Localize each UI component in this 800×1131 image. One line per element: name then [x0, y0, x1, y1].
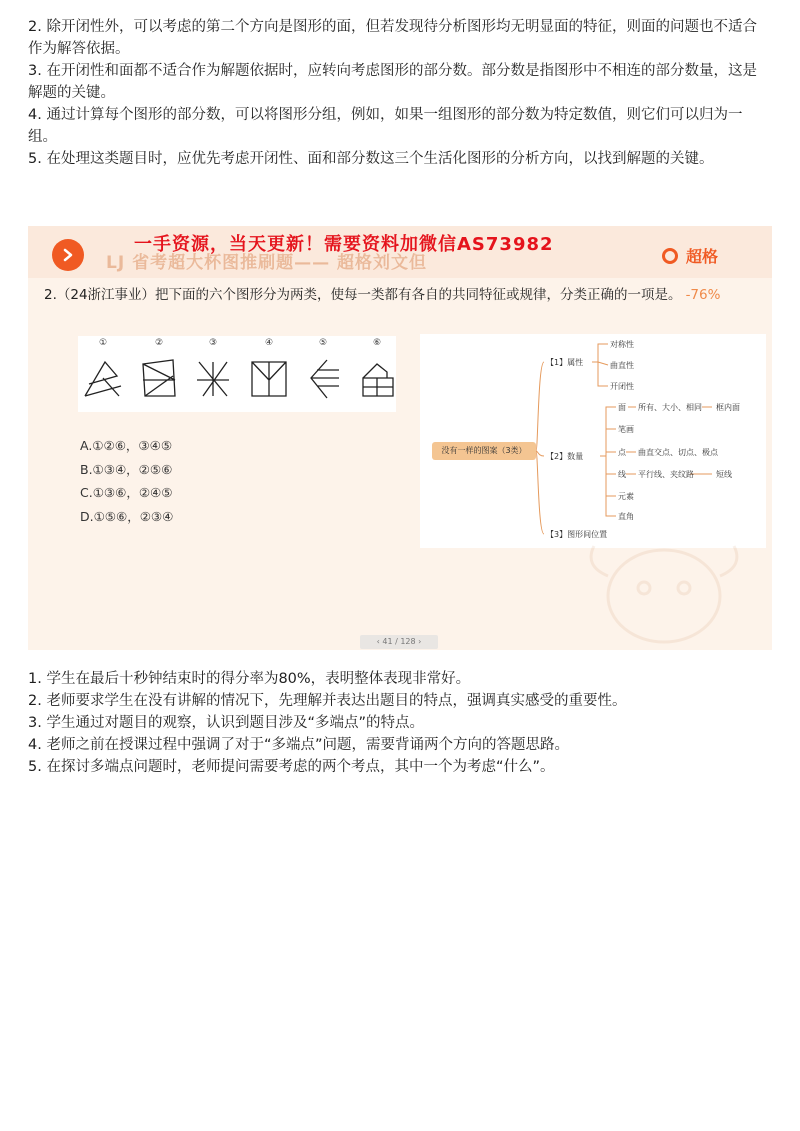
figure-5-shape: [303, 356, 343, 400]
mindmap: [420, 334, 766, 548]
figure-number: ①: [98, 338, 108, 348]
note-paragraph: 4. 老师之前在授课过程中强调了对于“多端点”问题，需要背诵两个方向的答题思路。: [28, 737, 569, 753]
figure-5: [298, 336, 348, 412]
note-paragraph: 4. 通过计算每个图形的部分数，可以将图形分组，例如，如果一组图形的部分数为特定数值，则它们可以归为一组。: [28, 107, 743, 145]
mindmap-node: 元素: [618, 492, 634, 501]
figure-number: ④: [264, 338, 274, 348]
option-d[interactable]: D.①⑤⑥，②③④: [80, 508, 174, 524]
mindmap-node: 开闭性: [610, 382, 634, 391]
mindmap-node: 短线: [716, 470, 732, 479]
option-c[interactable]: C.①③⑥，②④⑤: [80, 485, 173, 500]
figure-2-shape: [139, 356, 179, 400]
note-paragraph: 3. 在开闭性和面都不适合作为解题依据时，应转向考虑图形的部分数。部分数是指图形中不相连的部分数量，这是解题的关键。: [28, 63, 757, 101]
figure-number: ②: [154, 338, 164, 348]
mindmap-node: 框内面: [716, 403, 740, 412]
brand-icon: [662, 248, 678, 264]
mindmap-node: 曲直性: [610, 361, 634, 370]
figure-6-shape: [357, 356, 397, 400]
bottom-notes: [28, 668, 768, 778]
figure-number: ③: [208, 338, 218, 348]
answer-options: [80, 434, 173, 528]
mindmap-node: 线: [618, 470, 626, 479]
question-text: [44, 284, 764, 306]
mindmap-node: 直角: [618, 512, 634, 521]
mindmap-connectors: [420, 334, 766, 548]
figure-6: [352, 336, 402, 412]
top-notes: [28, 16, 768, 170]
chevron-right-icon: [61, 248, 75, 262]
note-paragraph: 1. 学生在最后十秒钟结束时的得分率为80%，表明整体表现非常好。: [28, 671, 471, 687]
mindmap-node: 【1】属性: [546, 358, 584, 367]
figure-3-shape: [193, 356, 233, 400]
next-arrow-button[interactable]: [52, 239, 84, 271]
mindmap-node: 对称性: [610, 340, 634, 349]
note-paragraph: 2. 除开闭性外，可以考虑的第二个方向是图形的面，但若发现待分析图形均无明显面的特征，则面的问题也不适合作为解答依据。: [28, 19, 757, 57]
question-stem: 2.（24浙江事业）把下面的六个图形分为两类，使每一类都有各自的共同特征或规律，分类正确的一项是。: [44, 287, 682, 303]
mindmap-node: 所有、大小、相同: [638, 403, 702, 412]
figure-4-shape: [249, 356, 289, 400]
figure-1: [78, 336, 128, 412]
brand-logo: [662, 244, 718, 267]
brand-name: 超格: [686, 247, 719, 266]
mindmap-node: 曲直交点、切点、极点: [638, 448, 718, 457]
option-a[interactable]: A.①②⑥，③④⑤: [80, 438, 173, 453]
mindmap-root: 没有一样的图案（3类）: [432, 442, 536, 460]
mindmap-node: 笔画: [618, 425, 634, 434]
figure-number: ⑤: [318, 338, 328, 348]
banner-ad-text: 一手资源，当天更新！需要资料加微信AS73982: [134, 234, 554, 255]
page-indicator[interactable]: ‹ 41 / 128 ›: [360, 635, 438, 649]
mindmap-node: 面: [618, 403, 626, 412]
figures-panel: [78, 336, 396, 412]
slide-screenshot: [28, 226, 772, 650]
figure-3: [188, 336, 238, 412]
mindmap-node: 【2】数量: [546, 452, 584, 461]
accuracy-rate: -76%: [685, 287, 721, 303]
figure-number: ⑥: [372, 338, 382, 348]
note-paragraph: 2. 老师要求学生在没有讲解的情况下，先理解并表达出题目的特点，强调真实感受的重要性。: [28, 693, 627, 709]
figure-2: [134, 336, 184, 412]
figure-4: [244, 336, 294, 412]
figure-1-shape: [83, 356, 123, 400]
mindmap-node: 平行线、夹纹路: [638, 470, 694, 479]
note-paragraph: 3. 学生通过对题目的观察，认识到题目涉及“多端点”的特点。: [28, 715, 424, 731]
banner-faded-title: LJ 省考超大杯图推刷题—— 超格刘文但: [106, 253, 427, 273]
mindmap-node: 【3】图形间位置: [546, 530, 608, 539]
mascot-watermark-icon: [574, 526, 754, 646]
option-b[interactable]: B.①③④，②⑤⑥: [80, 461, 173, 477]
note-paragraph: 5. 在探讨多端点问题时，老师提问需要考虑的两个考点，其中一个为考虑“什么”。: [28, 759, 555, 775]
note-paragraph: 5. 在处理这类题目时，应优先考虑开闭性、面和部分数这三个生活化图形的分析方向，以找到解题的关键。: [28, 151, 714, 167]
mindmap-node: 点: [618, 448, 626, 457]
